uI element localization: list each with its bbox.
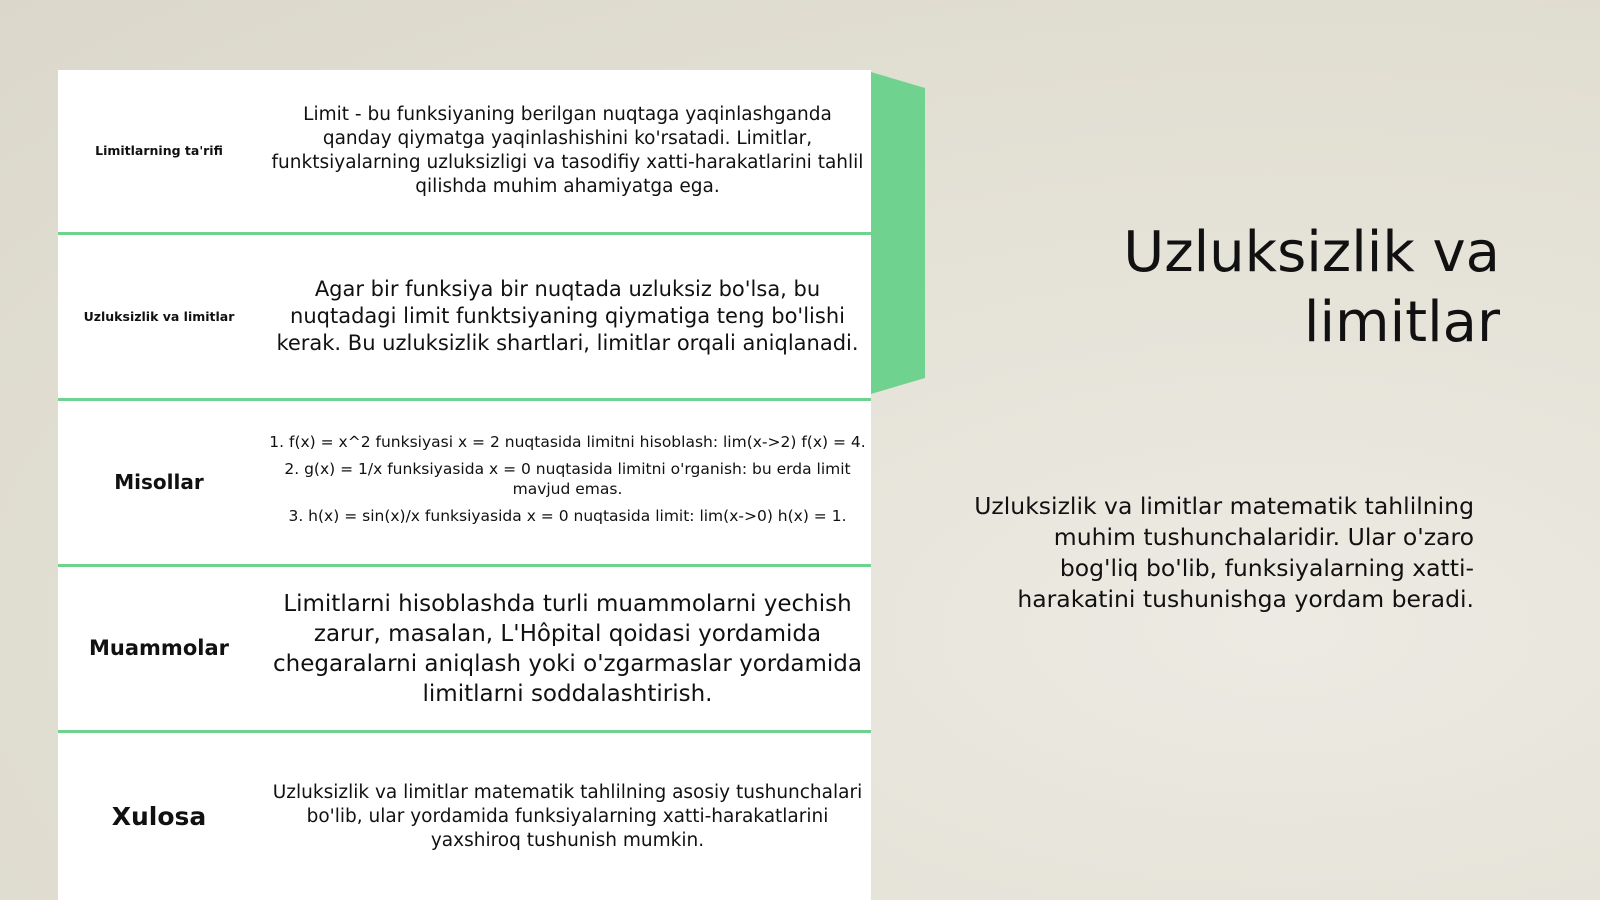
green-tab-accent bbox=[871, 72, 925, 394]
tab-accent-shape bbox=[871, 72, 925, 394]
row-label: Misollar bbox=[114, 470, 204, 494]
row-content: Uzluksizlik va limitlar matematik tahlilning asosiy tushunchalari bo'lib, ular yordamida funksiyalarning xatti-harakatlarini yaxshiroq tushunish mumkin. bbox=[272, 781, 863, 851]
example-item: 1. f(x) = x^2 funksiyasi x = 2 nuqtasida limitni hisoblash: lim(x->2) f(x) = 4. bbox=[269, 433, 866, 451]
row-label: Uzluksizlik va limitlar bbox=[83, 308, 235, 324]
row-content: Limitlarni hisoblashda turli muammolarni yechish zarur, masalan, L'Hôpital qoidasi yordamida chegaralarni aniqlash yoki o'zgarmaslar yordamida limitlarni soddalashtirish. bbox=[272, 590, 862, 707]
table-row bbox=[58, 235, 871, 401]
row-label: Xulosa bbox=[111, 801, 207, 831]
row-label: Limitlarning ta'rifi bbox=[95, 143, 223, 159]
definitions-table bbox=[58, 70, 871, 900]
table-row bbox=[58, 70, 871, 235]
example-item: 3. h(x) = sin(x)/x funksiyasida x = 0 nuqtasida limit: lim(x->0) h(x) = 1. bbox=[288, 507, 847, 525]
row-content: Limit - bu funksiyaning berilgan nuqtaga yaqinlashganda qanday qiymatga yaqinlashishini ko'rsatadi. Limitlar, funktsiyalarning uzluksizligi va tasodifiy xatti-harakatlarini tahlil qilishda muhim ahamiyatga ega. bbox=[271, 104, 864, 197]
example-item: 2. g(x) = 1/x funksiyasida x = 0 nuqtasida limitni o'rganish: bu erda limit mavjud emas. bbox=[284, 460, 851, 498]
table-row bbox=[58, 567, 871, 733]
row-content: Agar bir funksiya bir nuqtada uzluksiz bo'lsa, bu nuqtadagi limit funktsiyaning qiymatiga teng bo'lishi kerak. Bu uzluksizlik shartlari, limitlar orqali aniqlanadi. bbox=[276, 277, 859, 355]
summary-text: Uzluksizlik va limitlar matematik tahlilning muhim tushunchalaridir. Ular o'zaro bog'liq bo'lib, funksiyalarning xatti-harakatini tushunishga yordam beradi. bbox=[974, 492, 1474, 613]
row-label: Muammolar bbox=[89, 636, 229, 661]
page-title: Uzluksizlik va limitlar bbox=[1123, 220, 1500, 355]
examples-list bbox=[260, 432, 871, 533]
table-row bbox=[58, 733, 871, 900]
table-row bbox=[58, 401, 871, 567]
